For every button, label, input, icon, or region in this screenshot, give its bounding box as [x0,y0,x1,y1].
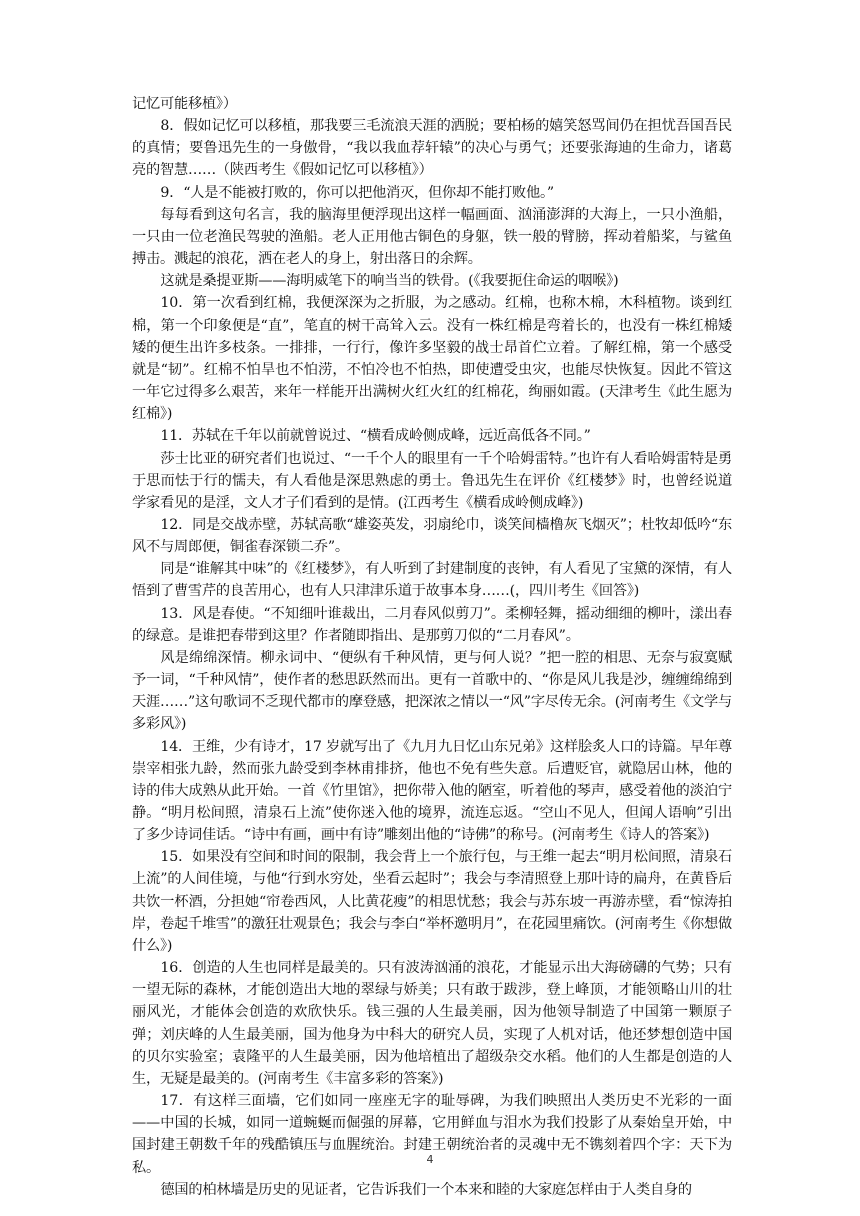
paragraph: 德国的柏林墙是历史的见证者，它告诉我们一个本来和睦的大家庭怎样由于人类自身的 [160,1181,692,1198]
paragraph: 14．王维，少有诗才，17 岁就写出了《九月九日忆山东兄弟》这样脍炙人口的诗篇。早年尊崇宰相张九龄，然而张九龄受到李林甫排挤，他也不免有些失意。后遭贬官，就隐居山林，他的诗的伟大成熟从此开始。一首《竹里馆》，把你带入他的陋室，听着他的琴声，感受着他的淡泊宁静。“明月松间照，清泉石上流”使你迷入他的境界，流连忘返。“空山不见人，但闻人语响”引出了多少诗词佳话。“诗中有画，画中有诗”雕刻出他的“诗佛”的称号。(河南考生《诗人的答案》) [132,738,732,844]
paragraph: 同是“谁解其中味”的《红楼梦》，有人听到了封建制度的丧钟，有人看见了宝黛的深情，有人悟到了曹雪芹的良苦用心，也有人只津津乐道于故事本身……(，四川考生《回答》) [132,561,732,600]
paragraph: 9．“人是不能被打败的，你可以把他消灭，但你却不能打败他。” [160,184,554,201]
page-number: 4 [426,1153,434,1166]
paragraph: 17．有这样三面墙，它们如同一座座无字的耻辱碑，为我们映照出人类历史不光彩的一面——中国的长城，如同一道蜿蜒而倔强的屏幕，它用鲜血与泪水为我们投影了从秦始皇开始，中国封建王朝数千年的残酷镇压与血腥统治。封建王朝统治者的灵魂中无不镌刻着四个字：天下为私。 [132,1093,732,1176]
paragraph: 风是绵绵深情。柳永词中、“便纵有千种风情，更与何人说？”把一腔的相思、无奈与寂寞赋予一词，“千种风情”，使作者的愁思跃然而出。更有一首歌中的、“你是风儿我是沙，缠缠绵绵到天涯……”这句歌词不乏现代都市的摩登感，把深浓之情以一“风”字尽传无余。(河南考生《文学与多彩风》) [132,649,732,733]
paragraph: 这就是桑提亚斯——海明威笔下的响当当的铁骨。(《我要扼住命运的咽喉》) [160,273,619,290]
paragraph: 15．如果没有空间和时间的限制，我会背上一个旅行包，与王维一起去“明月松间照，清泉石上流”的人间佳境，与他“行到水穷处，坐看云起时”；我会与李清照登上那叶诗的扁舟，在黄昏后共饮一杯酒，分担她“帘卷西风，人比黄花瘦”的相思忧愁；我会与苏东坡一再游赤壁，看“惊涛拍岸，卷起千堆雪”的激狂壮观景色；我会与李白“举杯邀明月”，在花园里痛饮。(河南考生《你想做什么》) [132,849,732,954]
paragraph: 13．风是春使。“不知细叶谁裁出，二月春风似剪刀”。柔柳轻舞，摇动细细的柳叶，漾出春的绿意。是谁把春带到这里？作者随即指出、是那剪刀似的“二月春风”。 [132,605,732,644]
body-text [132,93,732,1201]
paragraph: 记忆可能移植》） [132,96,237,112]
paragraph: 8．假如记忆可以移植，那我要三毛流浪天涯的洒脱；要柏杨的嬉笑怒骂间仍在担忧吾国吾民的真情；要鲁迅先生的一身傲骨，“我以我血荐轩辕”的决心与勇气；还要张海迪的生命力，诸葛亮的智慧……（陕西考生《假如记忆可以移植》） [132,118,732,179]
paragraph: 10．第一次看到红棉，我便深深为之折服，为之感动。红棉，也称木棉，木科植物。谈到红棉，第一个印象便是“直”，笔直的树干高耸入云。没有一株红棉是弯着长的，也没有一株红棉矮矮的便生出许多枝条。一排排，一行行，像许多坚毅的战士昂首伫立着。了解红棉，第一个感受就是“韧”。红棉不怕旱也不怕涝，不怕冷也不怕热，即使遭受虫灾，也能尽快恢复。因此不管这一年它过得多么艰苦，来年一样能开出满树火红火红的红棉花，绚丽如霞。(天津考生《此生愿为红棉》) [132,295,732,423]
paragraph: 每每看到这句名言，我的脑海里便浮现出这样一幅画面、汹涌澎湃的大海上，一只小渔船，一只由一位老渔民驾驶的渔船。老人正用他古铜色的身躯，铁一般的臂膀，挥动着船桨，与鲨鱼搏击。溅起的浪花，洒在老人的身上，射出落日的余辉。 [132,206,732,268]
paragraph: 莎士比亚的研究者们也说过、“一千个人的眼里有一千个哈姆雷特。”也许有人看哈姆雷特是勇于思而怯于行的懦夫，有人看他是深思熟虑的勇士。鲁迅先生在评价《红楼梦》时，也曾经说道学家看见的是淫，文人才子们看到的是情。(江西考生《横看成岭侧成峰》) [132,450,732,511]
paragraph: 16．创造的人生也同样是最美的。只有波涛汹涌的浪花，才能显示出大海磅礴的气势；只有一望无际的森林，才能创造出大地的翠绿与娇美；只有敢于跋涉，登上峰顶，才能领略山川的壮丽风光，才能体会创造的欢欣快乐。钱三强的人生最美丽，因为他领导制造了中国第一颗原子弹；刘庆峰的人生最美丽，国为他身为中科大的研究人员，实现了人机对话，他还梦想创造中国的贝尔实验室；袁隆平的人生最美丽，因为他培植出了超级杂交水稻。他们的人生都是创造的人生，无疑是最美的。(河南考生《丰富多彩的答案》) [132,960,732,1087]
paragraph: 12．同是交战赤壁，苏轼高歌“雄姿英发，羽扇纶巾，谈笑间樯橹灰飞烟灭”；杜牧却低吟“东风不与周郎便，铜雀春深锁二乔”。 [132,516,732,556]
paragraph: 11．苏轼在千年以前就曾说过、“横看成岭侧成峰，远近高低各不同。” [160,428,591,445]
